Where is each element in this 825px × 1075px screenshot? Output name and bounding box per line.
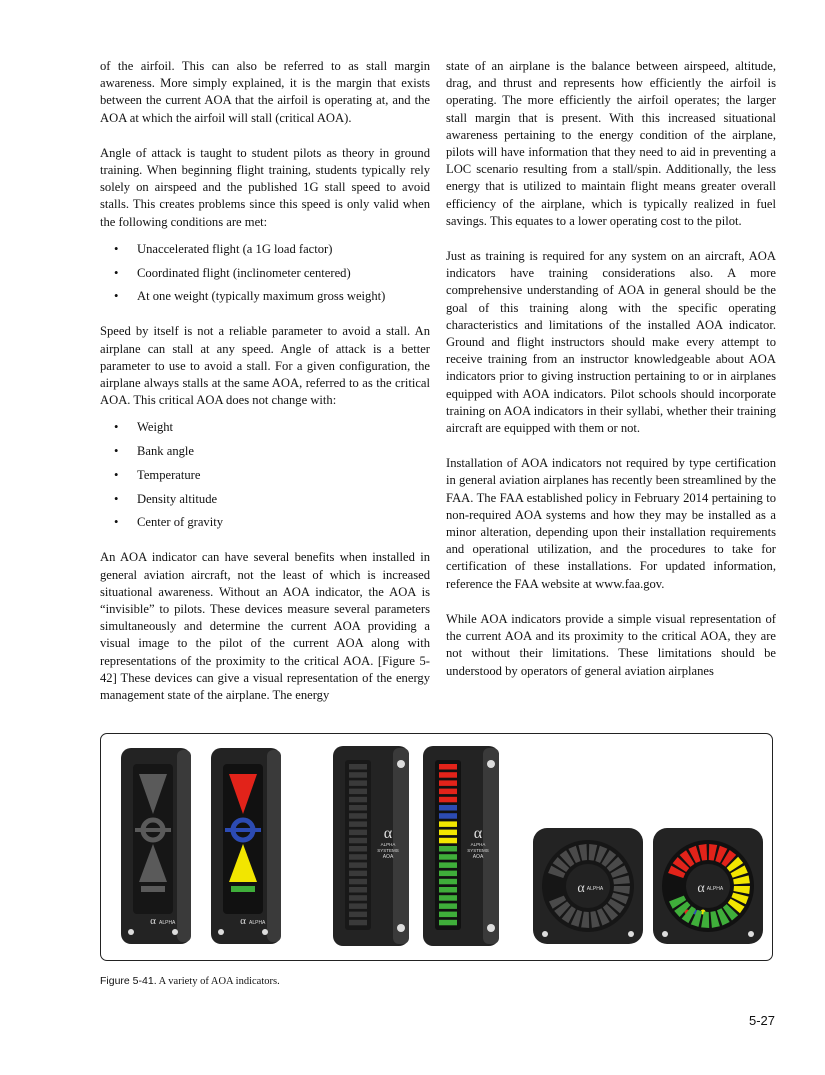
list-item: • Center of gravity bbox=[100, 514, 430, 531]
led-segment bbox=[349, 903, 367, 909]
led-segment bbox=[349, 780, 367, 786]
paragraph: Angle of attack is taught to student pilots as theory in ground training. When beginning flight training, students typically rely solely on airspeed and the published 1G stall speed to avoid stalls. This creates problems since this speed is only valid when the following conditions are met: bbox=[100, 145, 430, 229]
led-segment bbox=[439, 903, 457, 909]
list-item: • Unaccelerated flight (a 1G load factor) bbox=[100, 241, 430, 258]
led-segment bbox=[439, 912, 457, 918]
led-segment bbox=[439, 805, 457, 811]
figure-frame bbox=[100, 733, 773, 961]
page-number: 5-27 bbox=[748, 1013, 775, 1028]
aoa-indicator-lit bbox=[211, 748, 281, 944]
list-item: • Density altitude bbox=[100, 491, 430, 508]
aoa-text: AOA bbox=[382, 854, 394, 860]
aoa-indicators-illustration bbox=[101, 734, 774, 962]
right-column bbox=[446, 58, 776, 698]
aoa-text: AOA bbox=[472, 854, 484, 860]
aoa-round-indicator-unlit bbox=[533, 828, 643, 944]
led-segment bbox=[349, 789, 367, 795]
led-segment bbox=[439, 871, 457, 877]
led-segment bbox=[349, 772, 367, 778]
led-segment bbox=[439, 920, 457, 926]
led-segment bbox=[349, 854, 367, 860]
led-segment bbox=[349, 895, 367, 901]
led-segment bbox=[439, 838, 457, 844]
alpha-logo: α bbox=[577, 881, 585, 896]
left-column bbox=[100, 58, 430, 722]
led-segment bbox=[439, 813, 457, 819]
alpha-logo: α bbox=[697, 881, 705, 896]
aoa-bar-indicator-unlit bbox=[333, 746, 409, 946]
paragraph: Speed by itself is not a reliable parameter to avoid a stall. An airplane can stall at any speed. Angle of attack is a better parameter to use to avoid a stall. For a given configuration, the airplane always stalls at the same AOA, referred to as the critical AOA. This critical AOA does not change with: bbox=[100, 324, 430, 408]
led-segment bbox=[349, 813, 367, 819]
led-segment bbox=[439, 846, 457, 852]
led-segment bbox=[349, 846, 367, 852]
systems-text: SYSTEMS bbox=[377, 848, 399, 853]
alpha-logo-text: ALPHA bbox=[380, 842, 396, 847]
list-item: • Weight bbox=[100, 419, 430, 436]
led-segment bbox=[439, 887, 457, 893]
led-segment bbox=[349, 764, 367, 770]
led-segment bbox=[349, 797, 367, 803]
alpha-logo: α bbox=[150, 915, 156, 927]
condition-list bbox=[100, 241, 430, 306]
led-segment bbox=[349, 887, 367, 893]
systems-text: SYSTEMS bbox=[467, 848, 489, 853]
led-segment bbox=[349, 871, 367, 877]
list-item: • Temperature bbox=[100, 467, 430, 484]
led-segment bbox=[439, 764, 457, 770]
alpha-logo-text: ALPHA bbox=[706, 886, 724, 892]
led-segment bbox=[439, 895, 457, 901]
alpha-logo: α bbox=[383, 825, 393, 842]
led-segment bbox=[349, 920, 367, 926]
aoa-round-indicator-lit bbox=[653, 828, 763, 944]
led-segment bbox=[439, 854, 457, 860]
led-segment bbox=[439, 772, 457, 778]
led-segment bbox=[439, 797, 457, 803]
aoa-bar-indicator-lit bbox=[423, 746, 499, 946]
led-segment bbox=[349, 862, 367, 868]
list-item: • At one weight (typically maximum gross weight) bbox=[100, 288, 430, 305]
led-segment bbox=[439, 789, 457, 795]
paragraph: An AOA indicator can have several benefits when installed in general aviation aircraft, not the least of which is increased situational awareness. Without an AOA indicator, the AOA is “invisible” to pilots. These devices measure several parameters simultaneously and determine the current AOA providing a visual image to the pilot of the current AOA along with representations of the proximity to the critical AOA. [Figure 5-42] These devices can give a visual representation of the energy management state of the airplane. The energy bbox=[100, 550, 430, 703]
paragraph: Just as training is required for any system on an aircraft, AOA indicators have training considerations also. A more comprehensive understanding of AOA in general should be the goal of this training along with the specific operating characteristics and limitations of the installed AOA indicator. Ground and flight instructors should make every attempt to receive training from an instructor knowledgeable about AOA indicators prior to giving instruction pertaining to or in airplanes equipped with AOA indicators. Pilot schools should incorporate training on AOA indicators in their syllabi, whether their training aircraft are equipped with them or not. bbox=[446, 249, 776, 436]
led-segment bbox=[349, 912, 367, 918]
paragraph: of the airfoil. This can also be referred to as stall margin awareness. More simply explained, it is the margin that exists between the current AOA that the airfoil is operating at, and the AOA at which the airfoil will stall (critical AOA). bbox=[100, 59, 430, 125]
aoa-indicator-unlit bbox=[121, 748, 191, 944]
figure-caption-text: A variety of AOA indicators. bbox=[156, 976, 280, 987]
paragraph: While AOA indicators provide a simple visual representation of the current AOA and its proximity to the critical AOA, they are not without their limitations. These limitations should be understood by operators of general aviation airplanes bbox=[446, 611, 776, 678]
led-segment bbox=[439, 879, 457, 885]
alpha-logo-text: ALPHA bbox=[470, 842, 486, 847]
alpha-logo: α bbox=[240, 915, 246, 927]
factor-list bbox=[100, 419, 430, 531]
alpha-logo-text: ALPHA bbox=[586, 886, 604, 892]
alpha-logo: α bbox=[473, 825, 483, 842]
paragraph: Installation of AOA indicators not required by type certification in general aviation airplanes has recently been streamlined by the FAA. The FAA established policy in February 2014 pertaining to non-required AOA systems and how they may be installed as a minor alteration, depending upon their installation requirements and operational utilization, and the procedures to take for certification of these installations. For updated information, reference the FAA website at www.faa.gov. bbox=[446, 456, 776, 591]
led-segment bbox=[349, 838, 367, 844]
led-segment bbox=[349, 821, 367, 827]
list-item: • Bank angle bbox=[100, 443, 430, 460]
figure-label: Figure 5-41. bbox=[100, 975, 157, 987]
list-item: • Coordinated flight (inclinometer centered) bbox=[100, 265, 430, 282]
led-segment bbox=[349, 805, 367, 811]
led-segment bbox=[439, 862, 457, 868]
led-segment bbox=[439, 821, 457, 827]
led-segment bbox=[439, 780, 457, 786]
alpha-logo-text: ALPHA bbox=[249, 920, 266, 926]
alpha-logo-text: ALPHA bbox=[159, 920, 176, 926]
led-segment bbox=[349, 879, 367, 885]
led-segment bbox=[349, 830, 367, 836]
led-segment bbox=[439, 830, 457, 836]
paragraph: state of an airplane is the balance between airspeed, altitude, drag, and thrust and represents how efficiently the airfoil is operating. The more efficiently the airfoil operates; the larger stall margin that is present. With this increased situational awareness pertaining to the energy condition of the airplane, pilots will have information that they need to aid in preventing a LOC scenario resulting from a stall/spin. Additionally, the less energy that is utilized to maintain flight means greater overall efficiency of the airplane, which is typically realized in fuel savings. This equates to a lower operating cost to the pilot. bbox=[446, 59, 776, 228]
figure-caption bbox=[100, 975, 280, 987]
